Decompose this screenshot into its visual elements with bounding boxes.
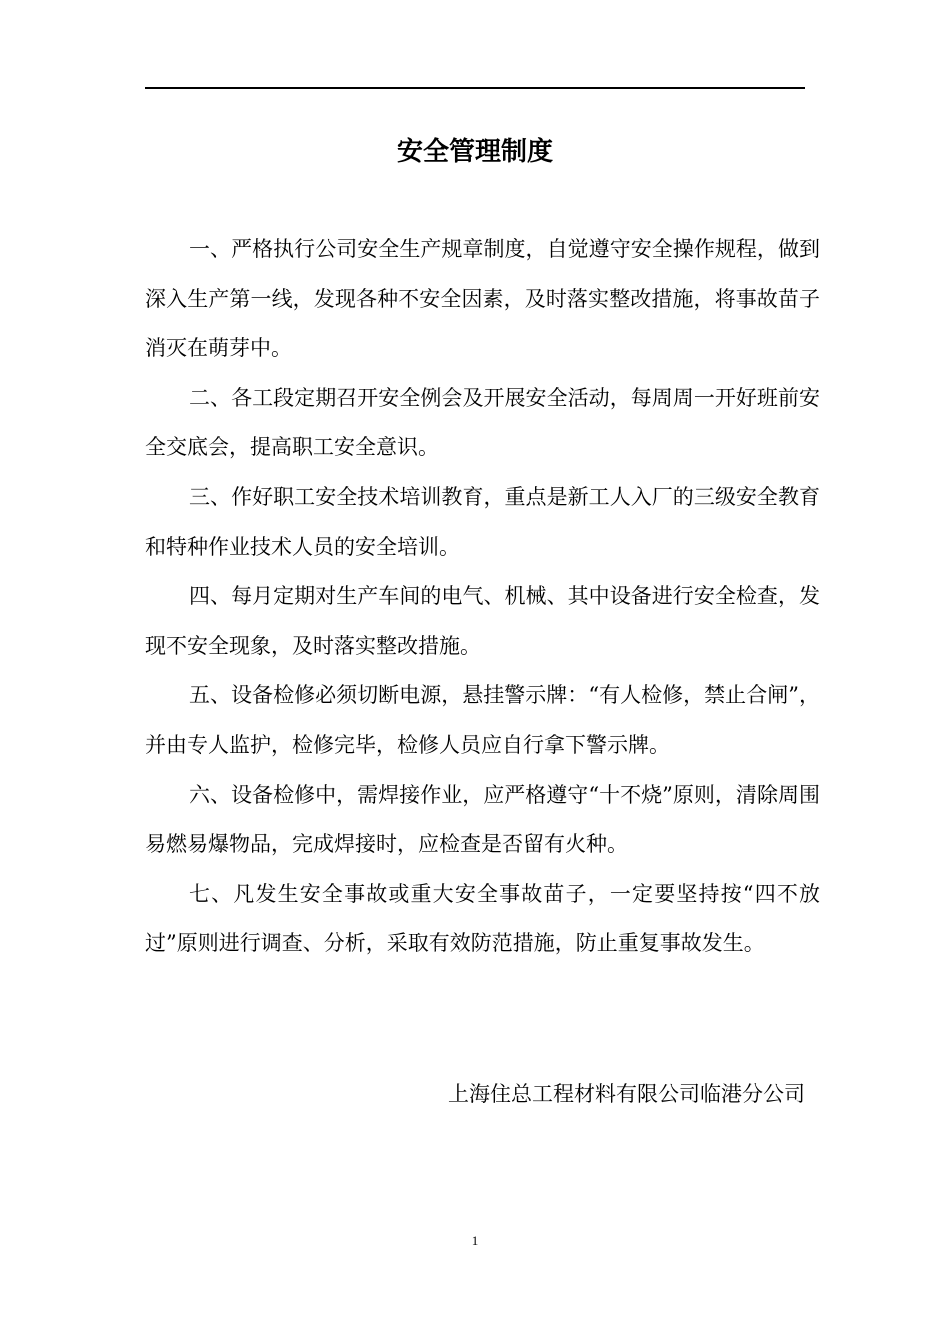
document-title: 安全管理制度	[396, 137, 553, 167]
paragraph-7: 七、凡发生安全事故或重大安全事故苗子，一定要坚持按“四不放过”原则进行调查、分析，采取有效防范措施，防止重复事故发生。	[145, 881, 820, 956]
paragraph-3: 三、作好职工安全技术培训教育，重点是新工人入厂的三级安全教育和特种作业技术人员的安全培训。	[145, 484, 820, 559]
paragraph-1: 一、严格执行公司安全生产规章制度，自觉遵守安全操作规程，做到深入生产第一线，发现各种不安全因素，及时落实整改措施，将事故苗子消灭在萌芽中。	[145, 237, 820, 361]
paragraph-2: 二、各工段定期召开安全例会及开展安全活动，每周周一开好班前安全交底会，提高职工安全意识。	[145, 385, 820, 460]
paragraph-6: 六、设备检修中，需焊接作业，应严格遵守“十不烧”原则，清除周围易燃易爆物品，完成焊接时，应检查是否留有火种。	[145, 782, 820, 857]
page-number: 1	[471, 1233, 479, 1248]
paragraph-5: 五、设备检修必须切断电源，悬挂警示牌：“有人检修，禁止合闸”，并由专人监护，检修完毕，检修人员应自行拿下警示牌。	[145, 683, 820, 757]
document-body	[145, 225, 820, 969]
paragraph-4: 四、每月定期对生产车间的电气、机械、其中设备进行安全检查，发现不安全现象，及时落实整改措施。	[145, 584, 820, 658]
header-rule	[145, 87, 805, 89]
company-signature: 上海住总工程材料有限公司临港分公司	[448, 1082, 805, 1106]
